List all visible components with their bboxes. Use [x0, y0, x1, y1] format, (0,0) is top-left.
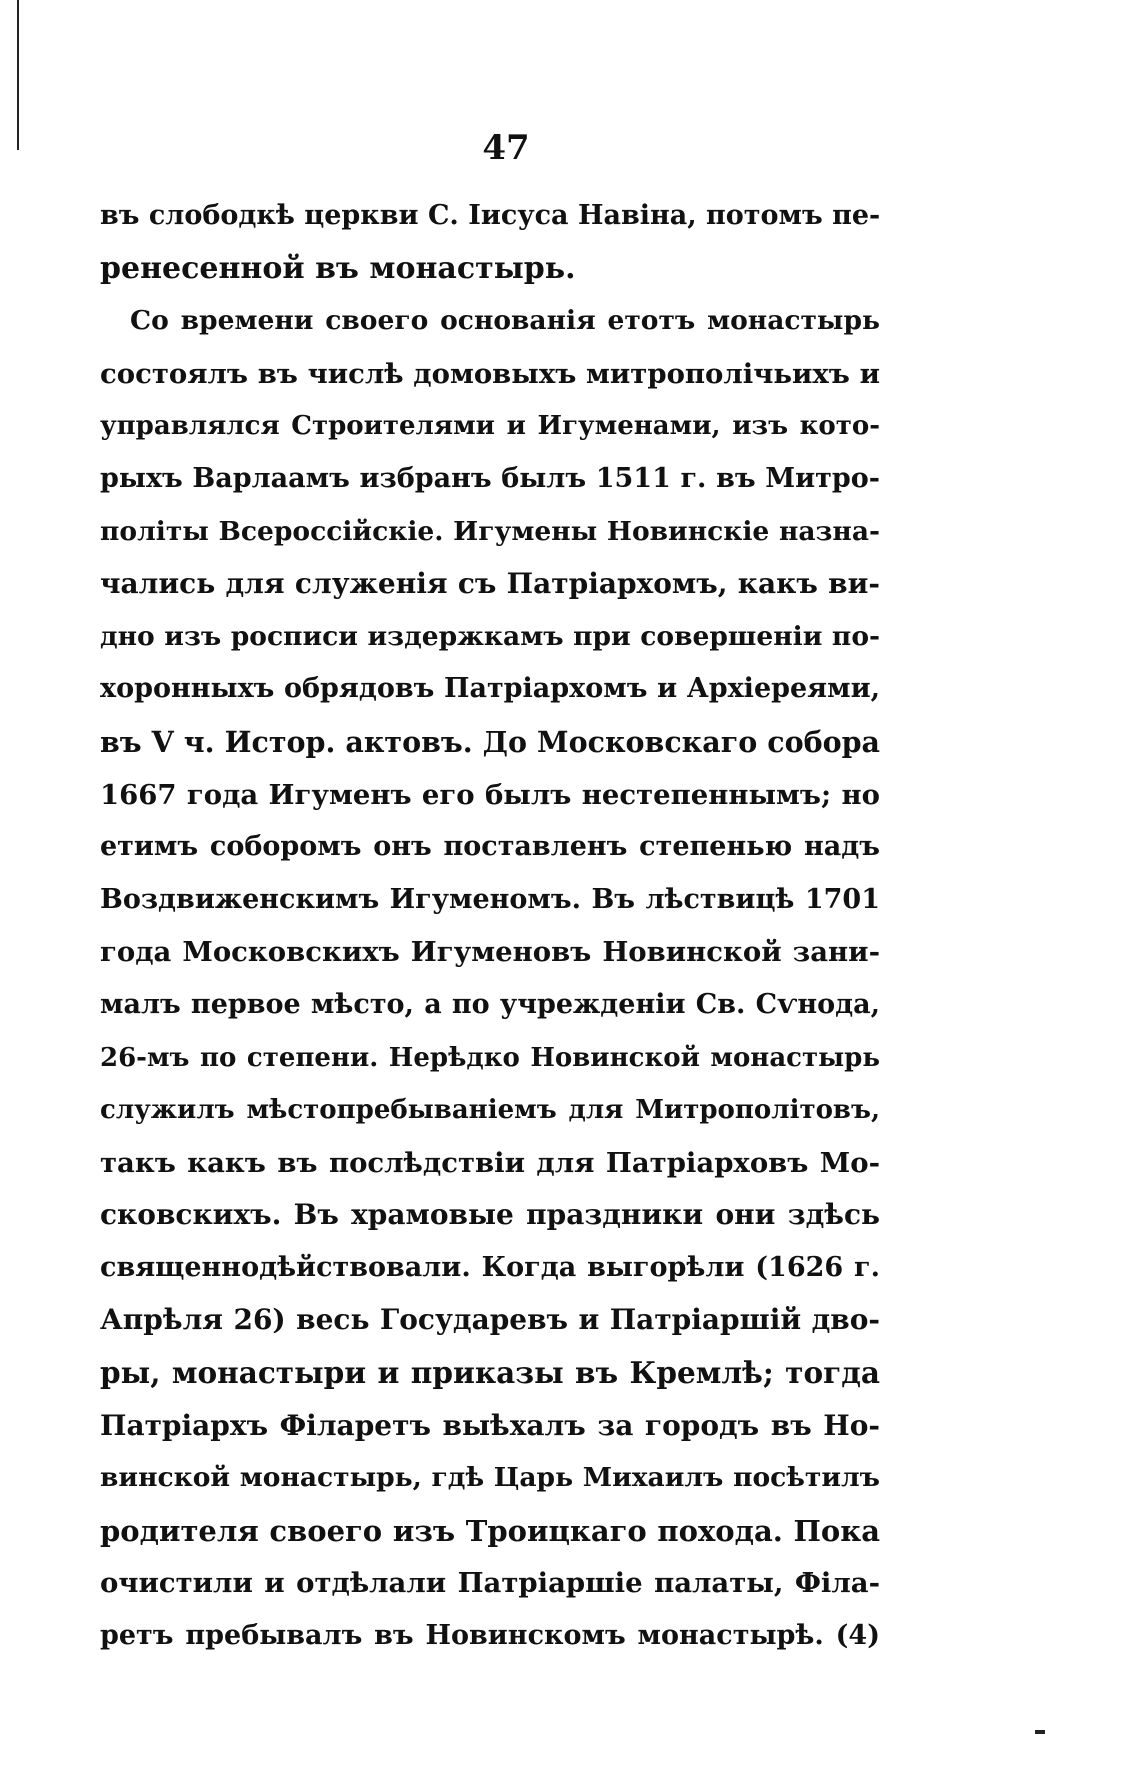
text-line: сковскихъ. Въ храмовые праздники они здѣсь — [100, 1198, 880, 1232]
corner-mark — [1035, 1730, 1045, 1734]
body-text — [100, 190, 880, 1663]
text-line: Воздвиженскимъ Игуменомъ. Въ лѣствицѣ 1701 — [100, 883, 880, 915]
text-line: служилъ мѣстопребываніемъ для Митрополітовъ, — [100, 1095, 880, 1126]
text-line: малъ первое мѣсто, а по учрежденіи Св. Сѵнода, — [100, 988, 880, 1020]
text-line: въ слободкѣ церкви С. Іисуса Навіна, потомъ пе- — [100, 200, 880, 231]
text-line: ретъ пребывалъ въ Новинскомъ монастырѣ. (4) — [100, 1620, 880, 1652]
text-line: Апрѣля 26) весь Государевъ и Патріаршій дво- — [100, 1303, 880, 1337]
page-number: 47 — [482, 128, 530, 168]
text-line: етимъ соборомъ онъ поставленъ степенью надъ — [100, 831, 880, 863]
text-line: Патріархъ Філаретъ выѣхалъ за городъ въ Но- — [100, 1408, 880, 1442]
text-line: політы Всероссійскіе. Игумены Новинскіе назна- — [100, 515, 880, 547]
text-line: 26-мъ по степени. Нерѣдко Новинской монастырь — [100, 1042, 880, 1073]
text-line: Со времени своего основанія етотъ монастырь — [130, 305, 880, 337]
text-line: такъ какъ въ послѣдствіи для Патріарховъ Мо- — [100, 1146, 880, 1179]
text-line: священнодѣйствовали. Когда выгорѣли (1626 г. — [100, 1251, 880, 1283]
text-line: ренесенной въ монастырь. — [100, 250, 576, 286]
text-line: года Московскихъ Игуменовъ Новинской зани- — [100, 936, 880, 969]
text-line: чались для служенія съ Патріархомъ, какъ ви- — [100, 567, 880, 601]
text-line: состоялъ въ числѣ домовыхъ митрополічьихъ и — [100, 357, 880, 390]
text-line: дно изъ росписи издержкамъ при совершеніи по- — [100, 620, 880, 652]
text-line: 1667 года Игуменъ его былъ нестепеннымъ; но — [100, 778, 880, 811]
text-line: очистили и отдѣлали Патріаршіе палаты, Філа- — [100, 1567, 880, 1600]
text-line: рыхъ Варлаамъ избранъ былъ 1511 г. въ Митро- — [100, 462, 880, 494]
text-line: ры, монастыри и приказы въ Кремлѣ; тогда — [100, 1355, 880, 1391]
text-line: хоронныхъ обрядовъ Патріархомъ и Архіереями, — [100, 673, 880, 705]
text-line: винской монастырь, гдѣ Царь Михаилъ посѣтилъ — [100, 1462, 880, 1494]
text-line: родителя своего изъ Троицкаго похода. Пока — [100, 1513, 880, 1548]
text-line: въ V ч. Истор. актовъ. До Московскаго собора — [100, 724, 880, 759]
text-line: управлялся Строителями и Игуменами, изъ кото- — [100, 411, 880, 442]
